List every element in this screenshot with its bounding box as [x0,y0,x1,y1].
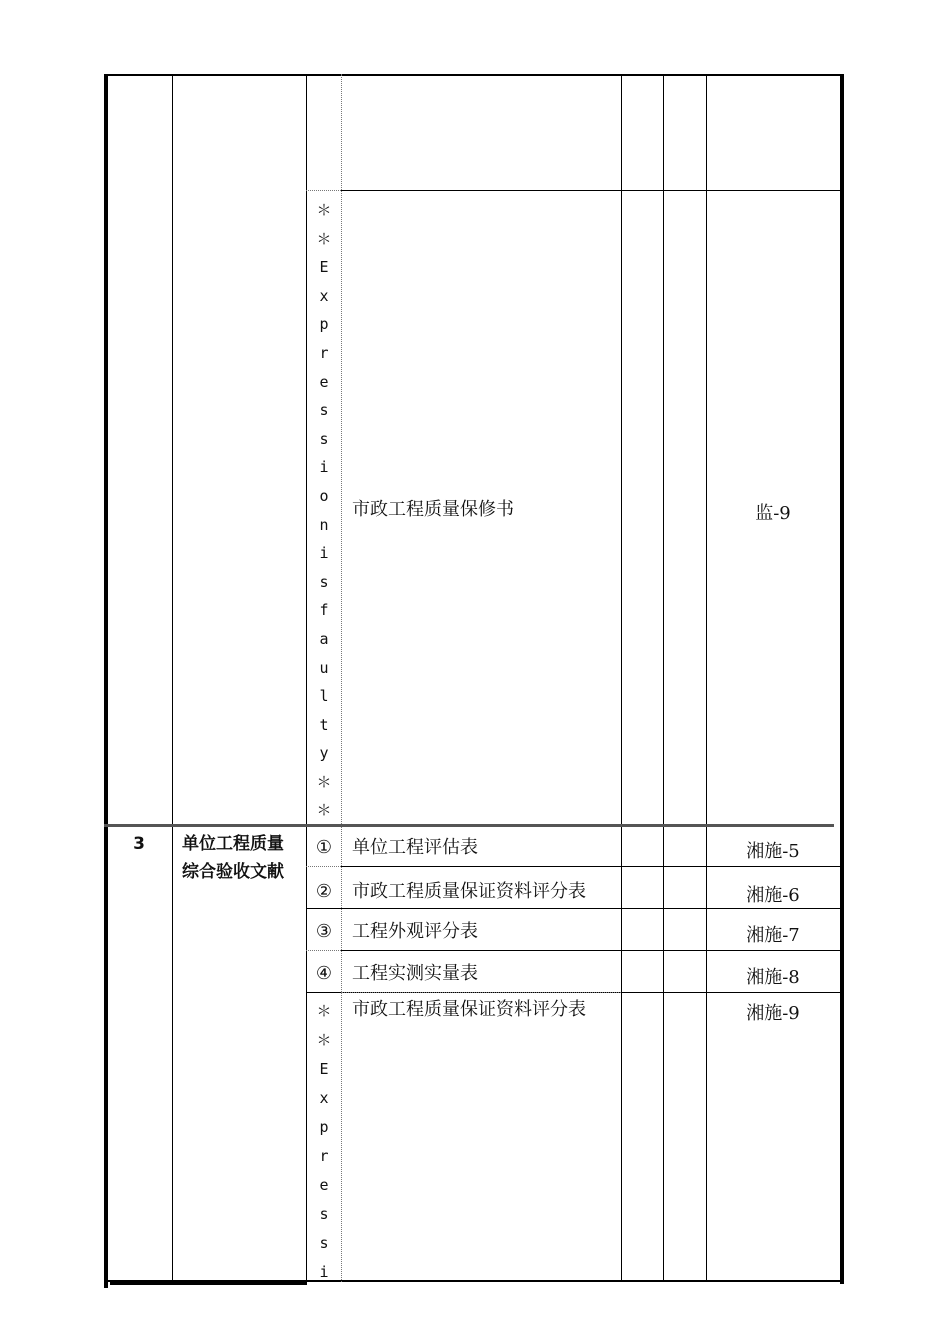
row-line-item1 [341,866,841,867]
vertical-char: s [319,572,329,591]
item-code-1: 湘施-5 [746,841,800,862]
item-num-1: ① [315,837,333,858]
row-line-1-dot [306,190,341,191]
bottom-thick-segment [110,1282,307,1285]
row-line-item4-dot [341,992,621,993]
code-warranty: 监-9 [755,503,791,524]
vertical-char: ＊ [316,1031,332,1049]
item-text-2: 市政工程质量保证资料评分表 [352,881,586,902]
vertical-char: p [319,315,329,334]
item-num-2: ② [315,881,333,902]
item-text-1: 单位工程评估表 [352,837,478,858]
row-line-item3 [341,950,841,951]
vertical-char: a [319,629,329,648]
vertical-char: i [319,1263,329,1281]
section-divider [104,824,834,827]
vertical-char: e [319,1176,329,1194]
vertical-char: i [319,544,329,563]
vertical-char: E [319,258,329,277]
left-border [104,74,108,1288]
vertical-char: l [319,687,329,706]
item-text-warranty: 市政工程质量保修书 [352,499,514,520]
section-number: 3 [133,834,145,854]
item-code-3: 湘施-7 [746,925,800,946]
row-line-item3-dot [306,950,341,951]
vertical-char: f [319,601,329,620]
item-code-last: 湘施-9 [746,1003,800,1024]
col-line-6 [706,74,707,1282]
vertical-char: r [319,1147,329,1165]
vertical-char: e [319,372,329,391]
col-line-5 [663,74,664,1282]
col-line-4 [621,74,622,1282]
vertical-char: s [319,429,329,448]
item-num-4: ④ [315,963,333,984]
vertical-char: ＊ [316,772,332,791]
row-line-item1-dot [306,866,341,867]
vertical-text-top [307,196,341,825]
vertical-char: p [319,1118,329,1136]
right-border [840,74,844,1284]
vertical-char: y [319,744,329,763]
vertical-char: s [319,1234,329,1252]
item-code-4: 湘施-8 [746,967,800,988]
vertical-char: o [319,486,329,505]
item-text-last: 市政工程质量保证资料评分表 [352,999,586,1020]
row-line-1 [341,190,841,191]
vertical-char: E [319,1060,329,1078]
col-line-1 [172,74,173,1282]
vertical-char: x [319,286,329,305]
row-line-item2 [306,908,841,909]
item-text-4: 工程实测实量表 [352,963,478,984]
vertical-text-bottom [307,997,341,1287]
vertical-char: ＊ [316,801,332,820]
vertical-char: t [319,715,329,734]
col-line-3 [341,74,342,1282]
item-text-3: 工程外观评分表 [352,921,478,942]
section-title-line1: 单位工程质量 [182,834,284,854]
vertical-char: ＊ [316,1002,332,1020]
vertical-char: u [319,658,329,677]
section-title-line2: 综合验收文献 [182,862,284,882]
vertical-char: ＊ [316,201,332,219]
top-border [104,74,844,76]
vertical-char: n [319,515,329,534]
vertical-char: ＊ [316,229,332,248]
vertical-char: i [319,458,329,477]
item-code-2: 湘施-6 [746,885,800,906]
item-num-3: ③ [315,921,333,942]
vertical-char: r [319,343,329,362]
vertical-char: s [319,1205,329,1223]
vertical-char: x [319,1089,329,1107]
vertical-char: s [319,401,329,420]
